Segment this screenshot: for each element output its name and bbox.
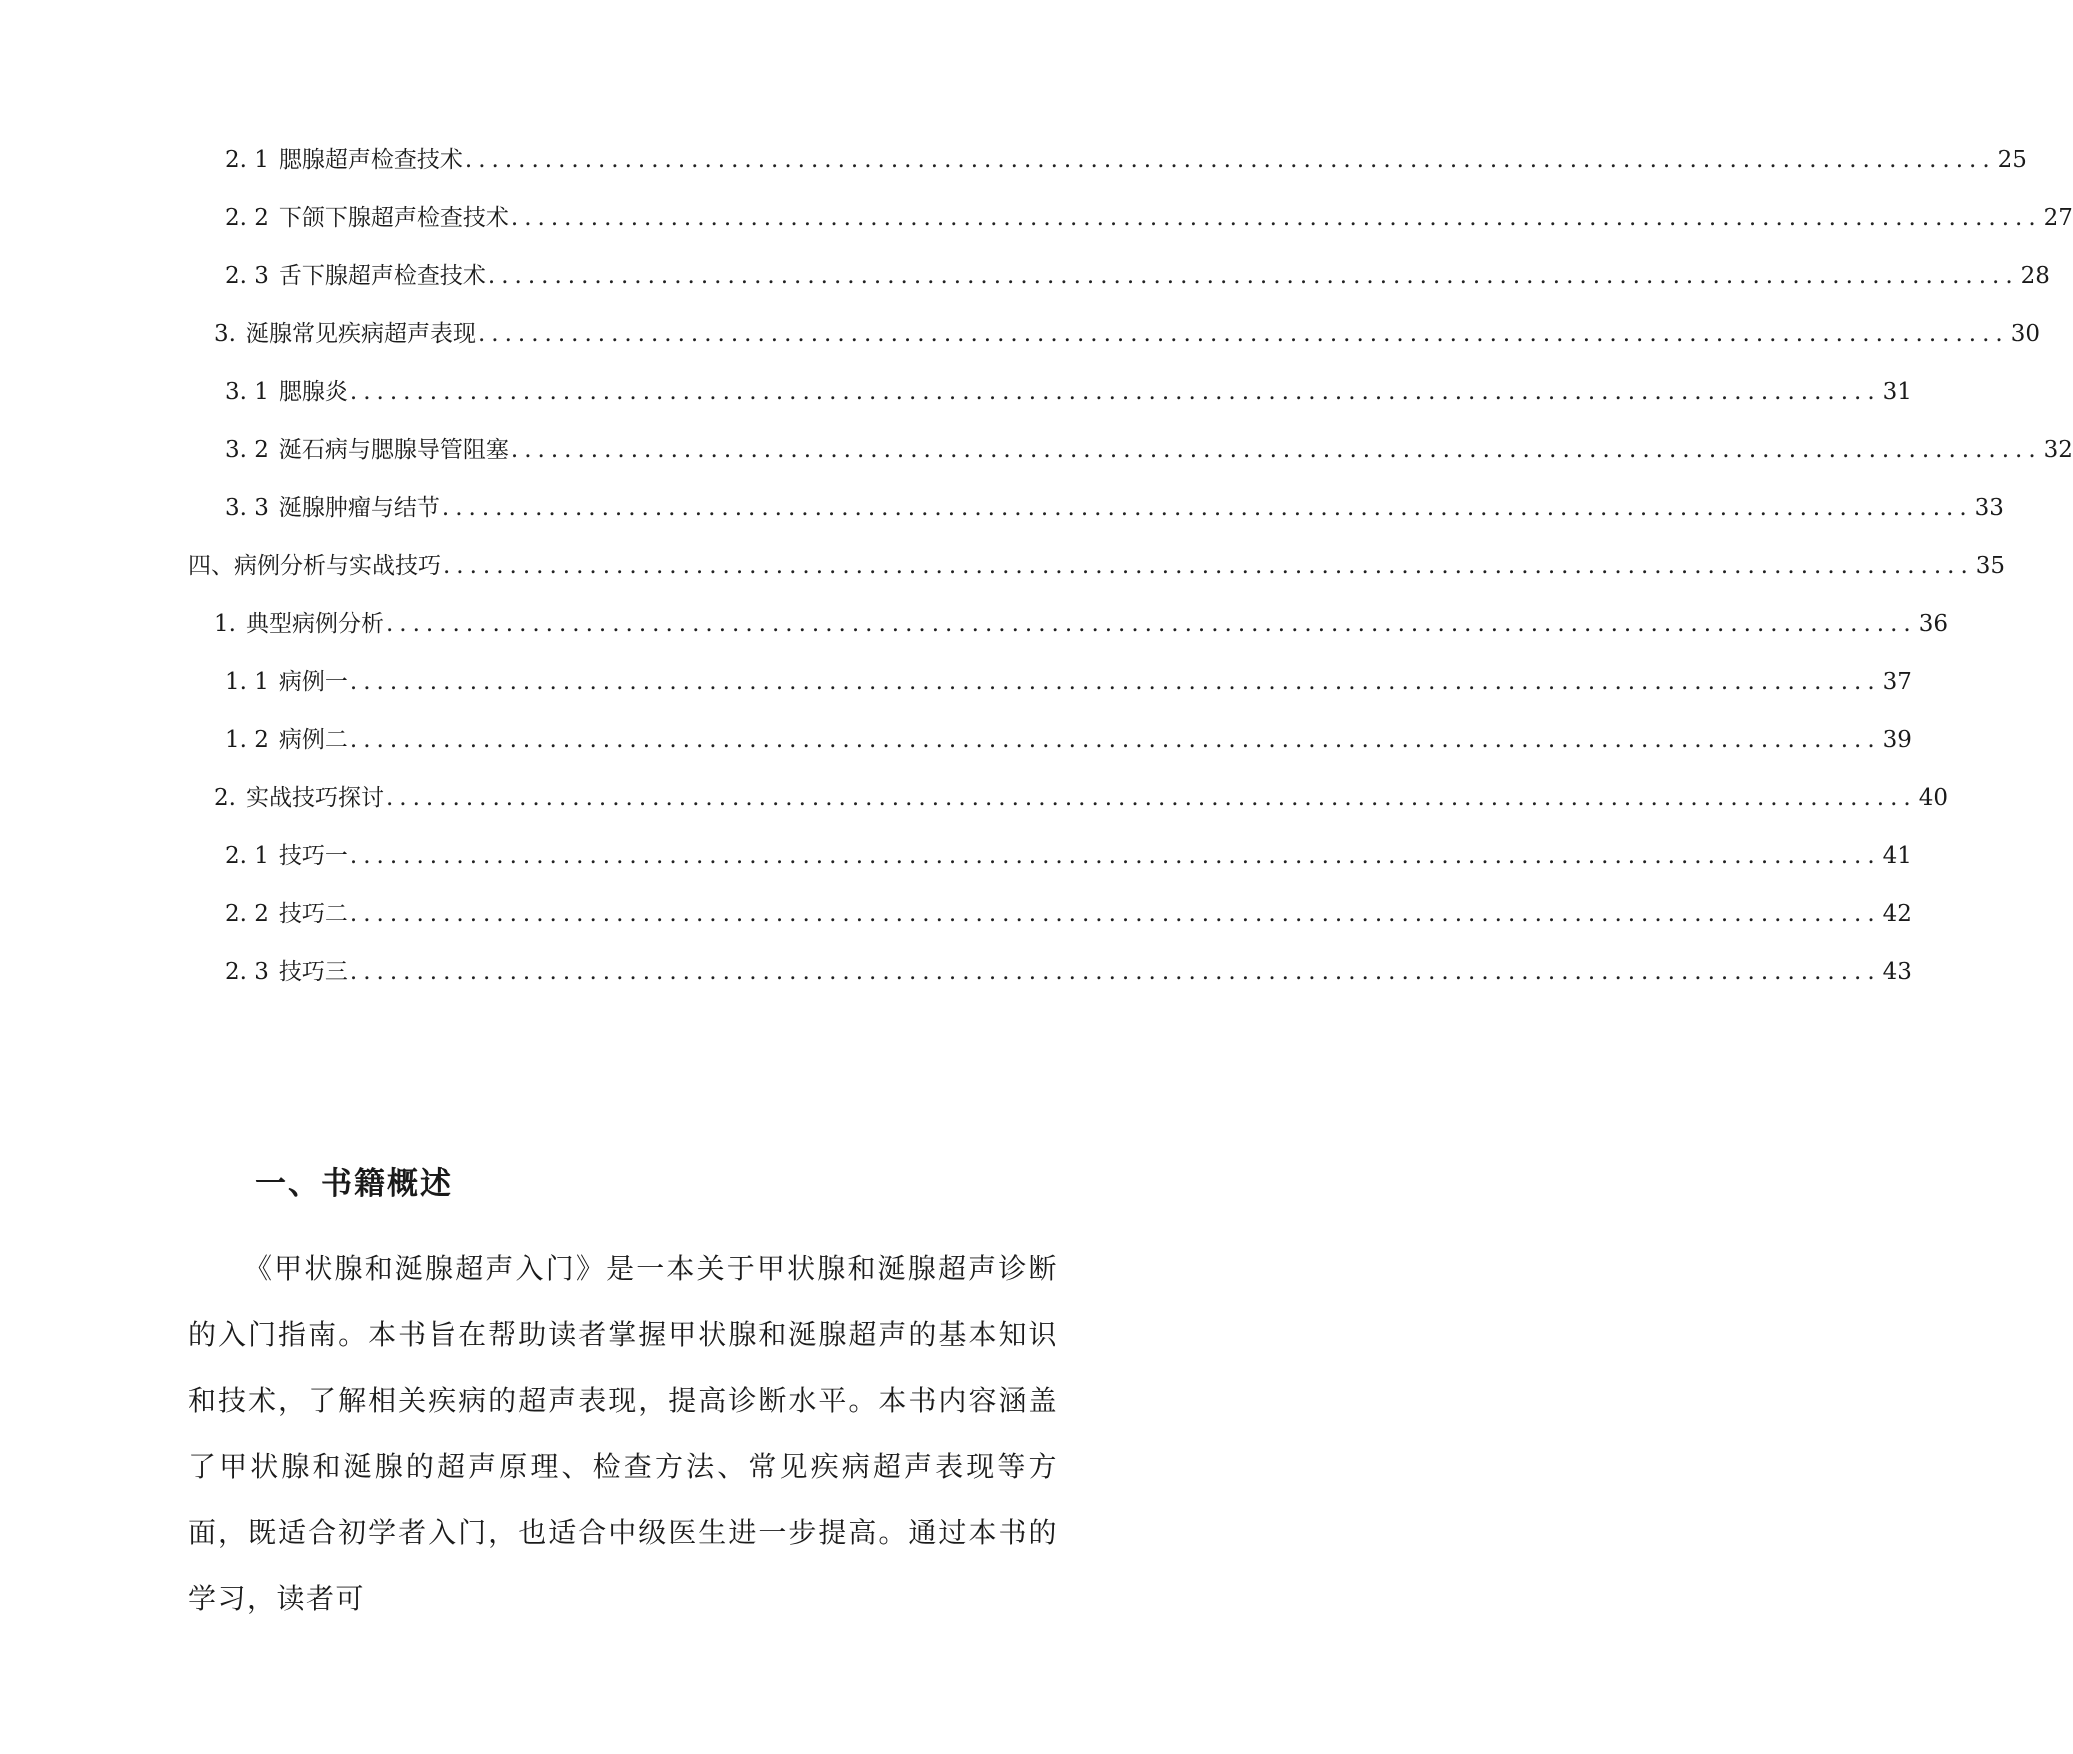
toc-page-number: 33 [1974,495,2004,521]
toc-dot-leader: ................................................................................................................... [385,611,1917,637]
toc-entry[interactable] [214,778,1949,818]
toc-dot-leader: ................................................................................................................... [349,959,1881,985]
toc-entry[interactable] [214,314,2041,354]
toc-entry-number: 3. 1 [225,379,269,405]
toc-entry-number: 3. 3 [225,495,269,521]
toc-entry-title: 下颌下腺超声检查技术 [278,205,509,231]
toc-entry-title: 实战技巧探讨 [245,785,384,811]
toc-dot-leader: ................................................................................................................... [349,901,1881,927]
toc-entry-number: 2. 1 [225,147,269,173]
toc-entry[interactable] [225,894,1912,934]
toc-dot-leader: ................................................................................................................... [349,669,1881,695]
toc-dot-leader: ................................................................................................................... [487,263,2019,289]
toc-page-number: 32 [2043,437,2073,463]
toc-entry[interactable] [225,372,1912,412]
toc-entry[interactable] [188,546,2006,586]
toc-entry-title: 腮腺炎 [278,379,348,405]
toc-entry[interactable] [225,488,2004,528]
toc-entry-title: 舌下腺超声检查技术 [278,263,486,289]
toc-page-number: 25 [1997,147,2027,173]
toc-entry-title: 技巧二 [278,901,348,927]
toc-entry-number: 2. 1 [225,843,269,869]
toc-page-number: 36 [1918,611,1949,637]
toc-entry-number: 3. [214,321,236,347]
toc-dot-leader: ................................................................................................................... [477,321,2009,347]
toc-dot-leader: ................................................................................................................... [385,785,1917,811]
toc-entry-number: 2. [214,785,236,811]
toc-page-number: 27 [2043,205,2073,231]
toc-entry-title: 技巧三 [278,959,348,985]
toc-dot-leader: ................................................................................................................... [510,437,2042,463]
toc-page-number: 42 [1882,901,1912,927]
toc-entry[interactable] [225,256,2050,296]
body-paragraph: 《甲状腺和涎腺超声入门》是一本关于甲状腺和涎腺超声诊断的入门指南。本书旨在帮助读者掌握甲状腺和涎腺超声的基本知识和技术，了解相关疾病的超声表现，提高诊断水平。本书内容涵盖了甲状腺和涎腺的超声原理、检查方法、常见疾病超声表现等方面，既适合初学者入门，也适合中级医生进一步提高。通过本书的学习，读者可 [188,1252,1058,1615]
toc-entry-title: 典型病例分析 [245,611,384,637]
toc-entry-number: 1. [214,611,236,637]
toc-entry-title: 涎石病与腮腺导管阻塞 [278,437,509,463]
toc-entry[interactable] [225,662,1912,702]
toc-entry-number: 2. 3 [225,959,269,985]
toc-dot-leader: ................................................................................................................... [441,495,1973,521]
toc-entry-title: 技巧一 [278,843,348,869]
toc-page-number: 37 [1882,669,1912,695]
toc-entry-title: 四、病例分析与实战技巧 [188,553,441,579]
toc-dot-leader: ................................................................................................................... [349,379,1881,405]
toc-entry[interactable] [225,140,2027,180]
toc-entry-title: 病例一 [278,669,348,695]
toc-dot-leader: ................................................................................................................... [464,147,1996,173]
toc-entry[interactable] [225,720,1912,760]
toc-page-number: 40 [1918,785,1949,811]
toc-entry-number: 2. 3 [225,263,269,289]
toc-page-number: 43 [1882,959,1912,985]
toc-entry-title: 病例二 [278,727,348,753]
toc-entry[interactable] [225,430,2073,470]
toc-dot-leader: ................................................................................................................... [349,843,1881,869]
toc-dot-leader: ................................................................................................................... [349,727,1881,753]
toc-entry-number: 2. 2 [225,901,269,927]
toc-entry-title: 涎腺常见疾病超声表现 [245,321,476,347]
toc-dot-leader: ................................................................................................................... [510,205,2042,231]
toc-page-number: 39 [1882,727,1912,753]
toc-entry-title: 涎腺肿瘤与结节 [278,495,440,521]
toc-entry-number: 1. 1 [225,669,269,695]
toc-entry-number: 2. 2 [225,205,269,231]
toc-page-number: 41 [1882,843,1912,869]
toc-entry-title: 腮腺超声检查技术 [278,147,463,173]
toc-page-number: 35 [1975,553,2006,579]
toc-entry-number: 3. 2 [225,437,269,463]
section-heading: 一、书籍概述 [255,1166,453,1202]
toc-page-number: 28 [2020,263,2050,289]
toc-entry[interactable] [225,952,1912,992]
toc-entry-number: 1. 2 [225,727,269,753]
toc-entry[interactable] [214,604,1949,644]
toc-page-number: 31 [1882,379,1912,405]
toc-dot-leader: ................................................................................................................... [443,553,1974,579]
toc-entry[interactable] [225,836,1912,876]
toc-page-number: 30 [2010,321,2041,347]
toc-entry[interactable] [225,198,2073,238]
